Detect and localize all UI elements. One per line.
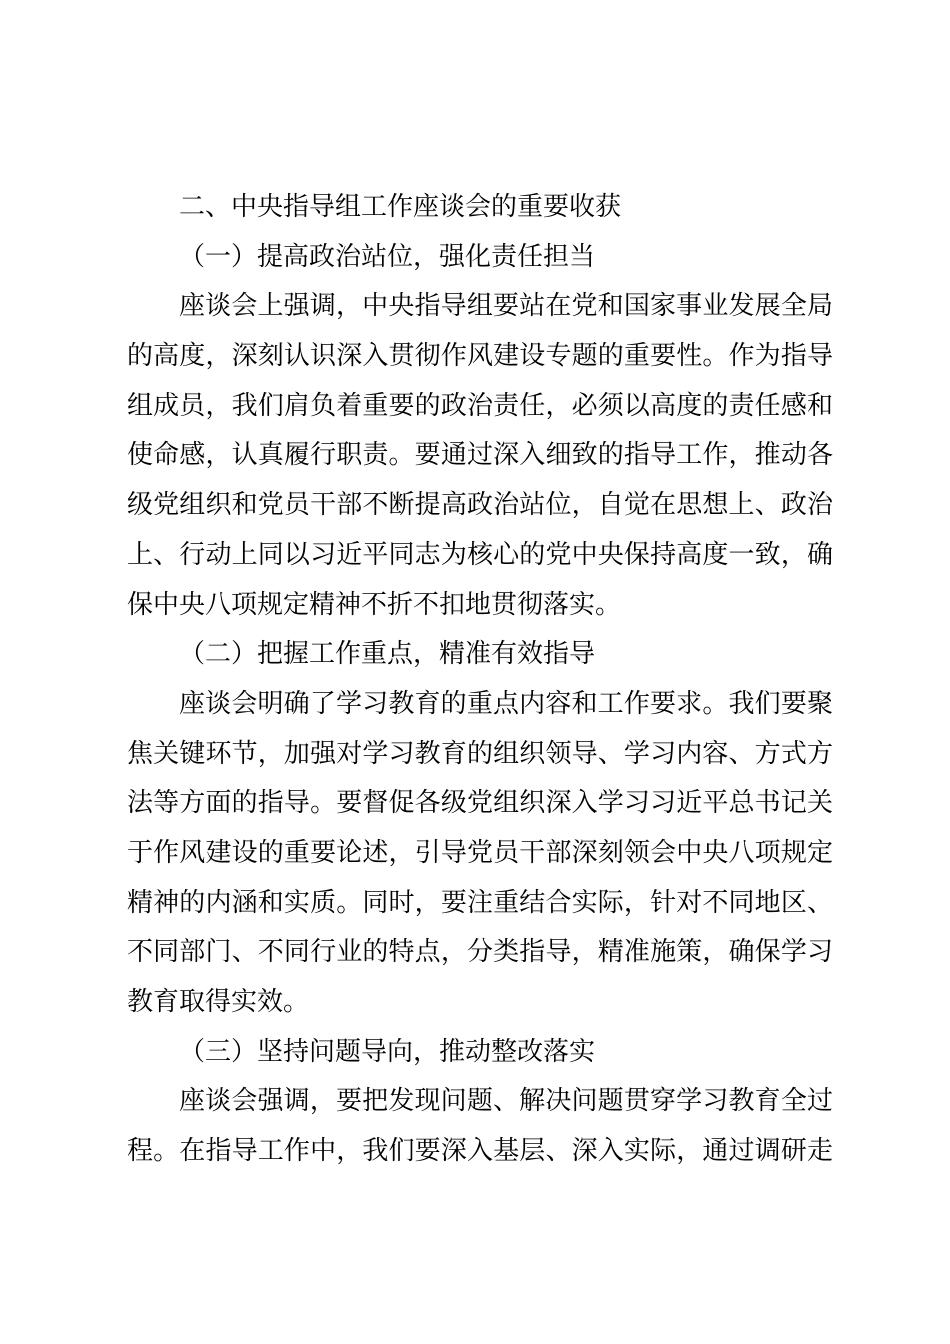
subsection-heading-2: （二）把握工作重点，精准有效指导	[179, 639, 596, 670]
paragraph-line: 程。在指导工作中，我们要深入基层、深入实际，通过调研走	[127, 1136, 833, 1167]
paragraph-line: 座谈会上强调，中央指导组要站在党和国家事业发展全局	[179, 291, 833, 322]
paragraph-line: 上、行动上同以习近平同志为核心的党中央保持高度一致，确	[127, 539, 833, 570]
paragraph-line: 座谈会明确了学习教育的重点内容和工作要求。我们要聚	[179, 688, 833, 719]
paragraph-line: 不同部门、不同行业的特点，分类指导，精准施策，确保学习	[127, 937, 833, 968]
paragraph-line: 级党组织和党员干部不断提高政治站位，自觉在思想上、政治	[127, 490, 833, 521]
paragraph-line: 使命感，认真履行职责。要通过深入细致的指导工作，推动各	[127, 440, 833, 471]
paragraph-line: 焦关键环节，加强对学习教育的组织领导、学习内容、方式方	[127, 738, 833, 769]
paragraph-line: 于作风建设的重要论述，引导党员干部深刻领会中央八项规定	[127, 837, 833, 868]
paragraph-line: 保中央八项规定精神不折不扣地贯彻落实。	[127, 589, 622, 620]
document-body	[127, 183, 833, 1177]
paragraph-line: 教育取得实效。	[127, 987, 310, 1017]
subsection-heading-3: （三）坚持问题导向，推动整改落实	[179, 1036, 596, 1067]
paragraph-line: 座谈会强调，要把发现问题、解决问题贯穿学习教育全过	[179, 1086, 833, 1117]
section-heading: 二、中央指导组工作座谈会的重要收获	[179, 192, 622, 222]
paragraph-line: 精神的内涵和实质。同时，要注重结合实际，针对不同地区、	[127, 887, 833, 918]
paragraph-line: 的高度，深刻认识深入贯彻作风建设专题的重要性。作为指导	[127, 341, 833, 372]
paragraph-line: 法等方面的指导。要督促各级党组织深入学习习近平总书记关	[127, 788, 833, 819]
paragraph-line: 组成员，我们肩负着重要的政治责任，必须以高度的责任感和	[127, 390, 833, 421]
subsection-heading-1: （一）提高政治站位，强化责任担当	[179, 241, 596, 272]
